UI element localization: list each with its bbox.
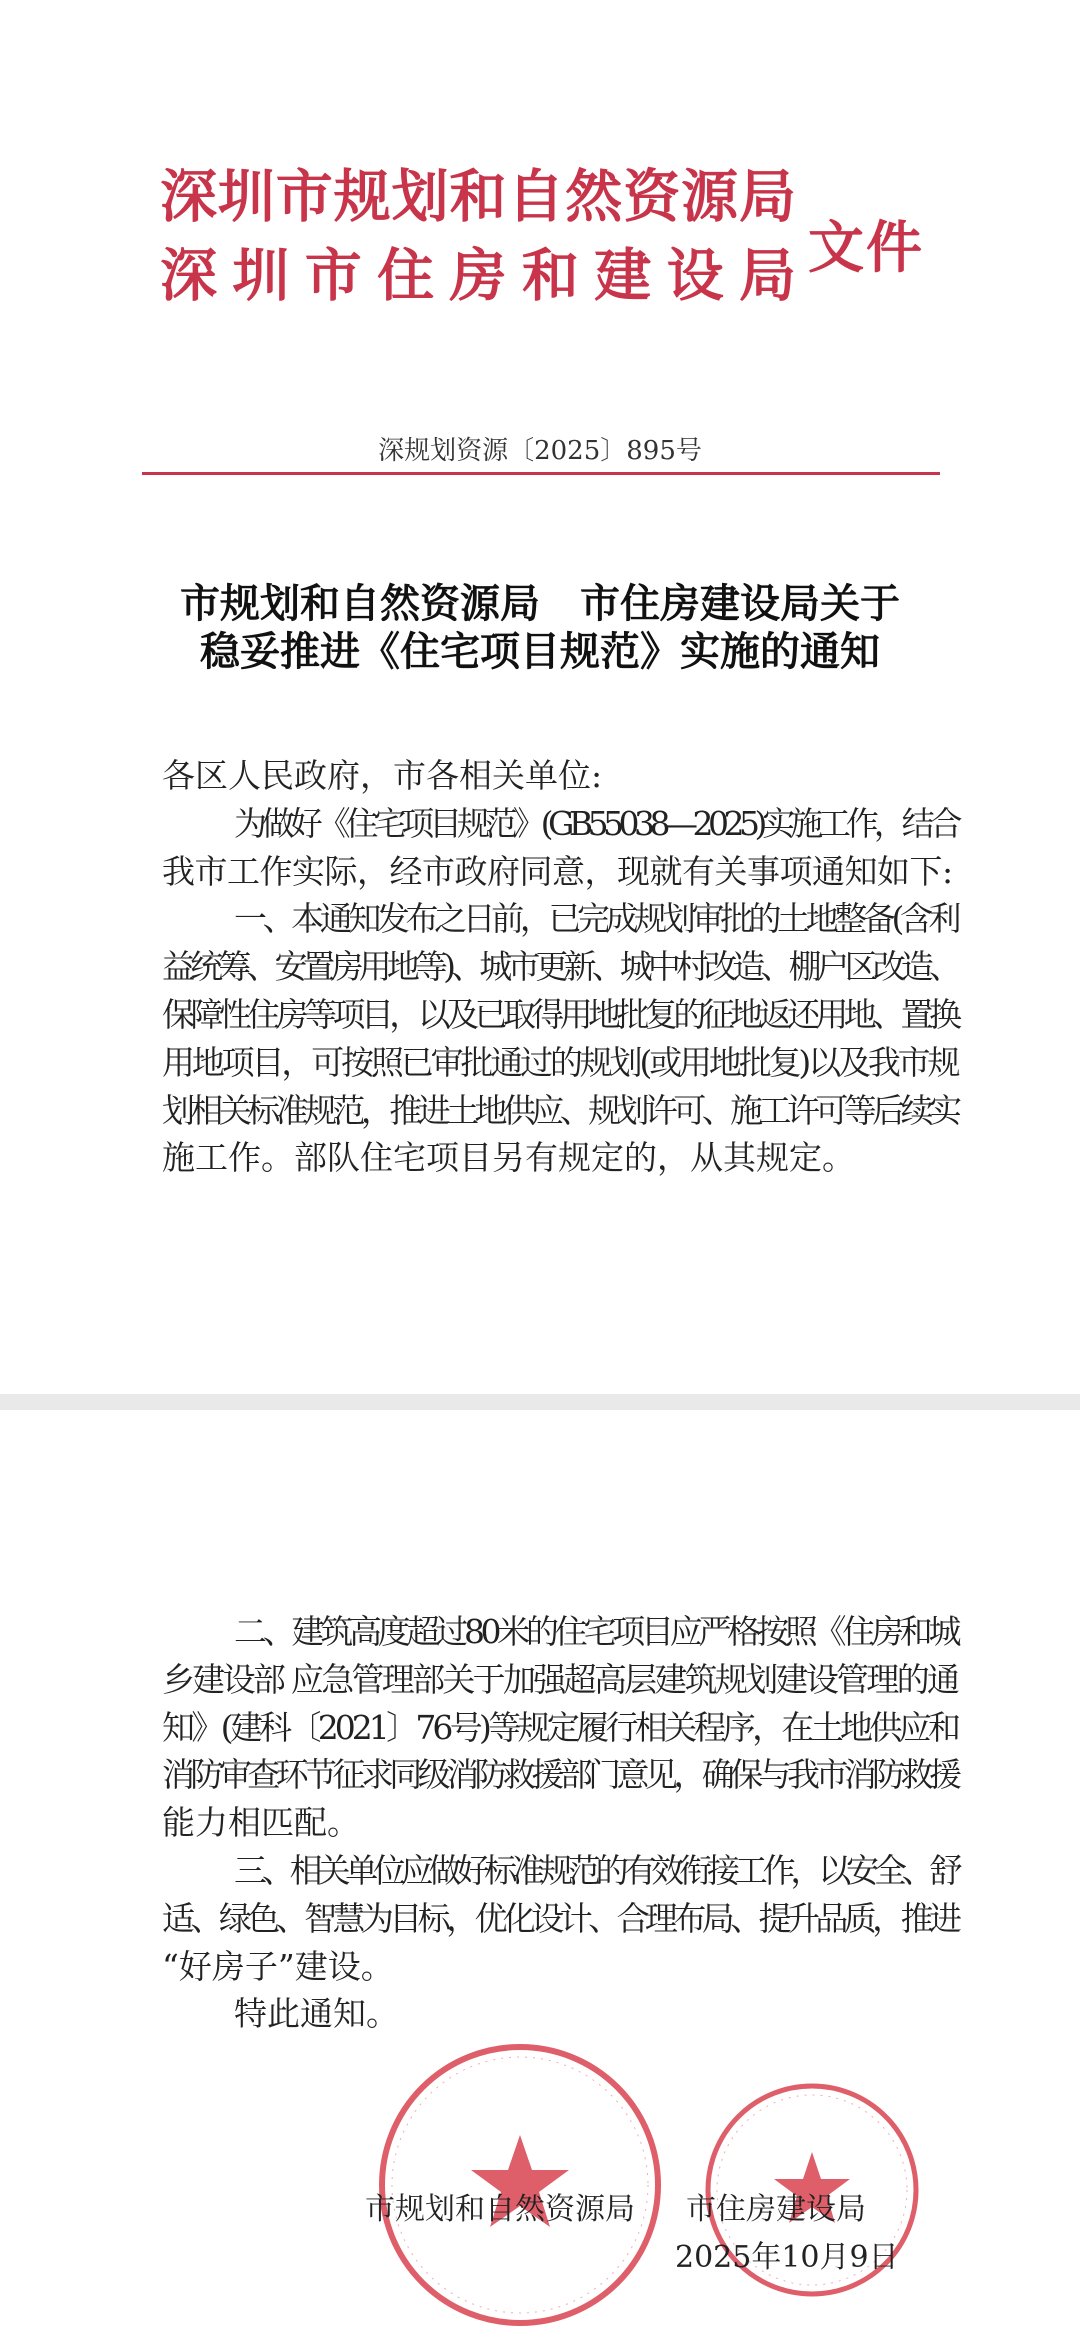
notice-title-line-1: 市规划和自然资源局 市住房建设局关于 [180, 580, 900, 627]
body-page-2 [162, 1608, 957, 2038]
issuing-org-1: 深圳市规划和自然资源局 [160, 164, 796, 230]
body-line: 益统筹、安置房用地等)、城市更新、城中村改造、棚户区改造、 [162, 947, 957, 987]
body-line: 三、相关单位应做好标准规范的有效衔接工作，以安全、舒 [234, 1850, 957, 1890]
signature-org-1: 市规划和自然资源局 [365, 2192, 635, 2227]
body-line: 乡建设部 应急管理部关于加强超高层建筑规划建设管理的通 [162, 1659, 957, 1699]
body-page-1 [162, 752, 957, 1182]
document-page-2 [0, 1410, 1080, 2339]
body-line: 消防审查环节征求同级消防救援部门意见，确保与我市消防救援 [162, 1755, 957, 1795]
body-line: 一、本通知发布之日前，已完成规划审批的土地整备(含利 [234, 899, 957, 939]
body-line: 适、绿色、智慧为目标，优化设计、合理布局、提升品质，推进 [162, 1898, 957, 1938]
body-line: 我市工作实际，经市政府同意，现就有关事项通知如下: [162, 851, 953, 891]
document-label: 文件 [808, 216, 924, 281]
closing-line: 特此通知。 [234, 1994, 399, 2034]
document-number: 深规划资源〔2025〕895号 [378, 436, 702, 466]
signature-org-2: 市住房建设局 [686, 2192, 866, 2227]
body-line: “好房子”建设。 [162, 1946, 394, 1986]
body-line: 保障性住房等项目，以及已取得用地批复的征地返还用地、置换 [162, 994, 957, 1034]
notice-title-line-2: 稳妥推进《住宅项目规范》实施的通知 [200, 628, 880, 675]
body-line: 二、建筑高度超过80米的住宅项目应严格按照《住房和城 [234, 1612, 957, 1651]
body-line: 知》(建科〔2021〕76号)等规定履行相关程序，在土地供应和 [162, 1707, 957, 1747]
issue-date: 2025年10月9日 [675, 2240, 899, 2275]
body-line: 用地项目，可按照已审批通过的规划(或用地批复)以及我市规 [162, 1042, 957, 1082]
red-divider [142, 472, 940, 475]
issuing-org-2: 深圳市住房和建设局 [160, 243, 796, 309]
body-line: 划相关标准规范，推进土地供应、规划许可、施工许可等后续实 [162, 1090, 957, 1130]
body-line: 能力相匹配。 [162, 1803, 360, 1843]
salutation: 各区人民政府，市各相关单位: [162, 756, 603, 795]
body-line: 施工作。部队住宅项目另有规定的，从其规定。 [162, 1138, 855, 1178]
body-line: 为做好《住宅项目规范》(GB55038—2025)实施工作，结合 [234, 803, 957, 843]
